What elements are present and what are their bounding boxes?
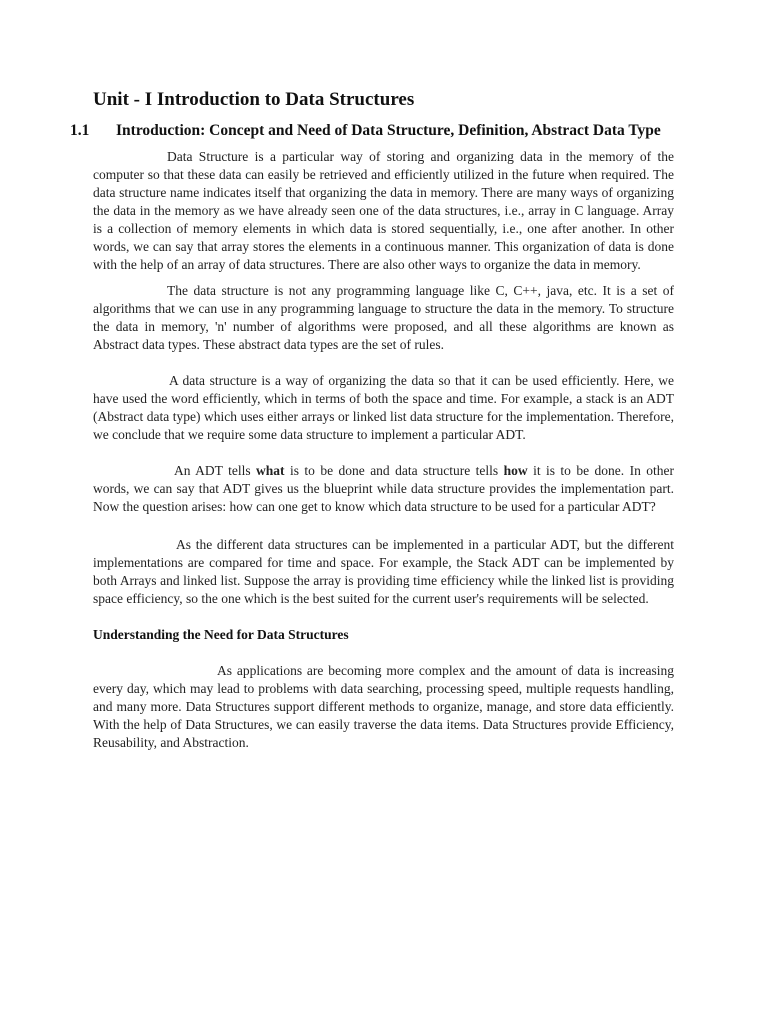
adt-text-1: An ADT tells [174,463,257,478]
paragraph-need: As applications are becoming more complex and the amount of data is increasing every day, which may lead to problems with data searching, processing speed, multiple requests handling, and many more. Data Structures support different methods to organize, manage, and store data efficiently. With the help of Data Structures, we can easily traverse the data items. Data Structures provide Efficiency, Reusability, and Abstraction. [93,663,674,750]
document-body [70,86,674,752]
section-title: Introduction: Concept and Need of Data Structure, Definition, Abstract Data Type [116,122,661,139]
section-number: 1.1 [70,122,90,139]
adt-bold-how: how [503,463,528,478]
paragraph-definition: Data Structure is a particular way of storing and organizing data in the memory of the computer so that these data can easily be retrieved and efficiently utilized in the future when required. The data structure name indicates itself that organizing the data in memory. There are many ways of organizing the data in the memory as we have already seen one of the data structures, i.e., array in C language. Array is a collection of memory elements in which data is stored sequentially, i.e., one after another. In other words, we can say that array stores the elements in a continuous manner. This organization of data is done with the help of an array of data structures. There are also other ways to organize the data in memory. [93,149,674,272]
paragraph-adt [93,462,674,516]
paragraph-efficiency: A data structure is a way of organizing the data so that it can be used efficiently. Here, we have used the word efficiently, which in terms of both the space and time. For example, a stack is an ADT (Abstract data type) which uses either arrays or linked list data structure for the implementation. Therefore, we conclude that we require some data structure to implement a particular ADT. [93,373,674,442]
adt-bold-what: what [256,463,285,478]
paragraph-not-language: The data structure is not any programming language like C, C++, java, etc. It is a set of algorithms that we can use in any programming language to structure the data in the memory. To structure the data in memory, 'n' number of algorithms were proposed, and all these algorithms are known as Abstract data types. These abstract data types are the set of rules. [93,283,674,352]
unit-title: Unit - I Introduction to Data Structures [93,89,415,110]
section-heading [70,120,674,142]
paragraph-implementations: As the different data structures can be implemented in a particular ADT, but the different implementations are compared for time and space. For example, the Stack ADT can be implemented by both Arrays and linked list. Suppose the array is providing time efficiency while the linked list is providing space efficiency, so the one which is the best suited for the current user's requirements will be selected. [93,537,674,606]
subheading-need: Understanding the Need for Data Structures [93,627,349,642]
adt-text-3: it is to be done. In other words, we can say that ADT gives us the blueprint while data structure provides the implementation part. Now the question arises: how can one get to know which data structure to be used for a particular ADT? [93,463,674,514]
adt-text-2: is to be done and data structure tells [284,463,504,478]
